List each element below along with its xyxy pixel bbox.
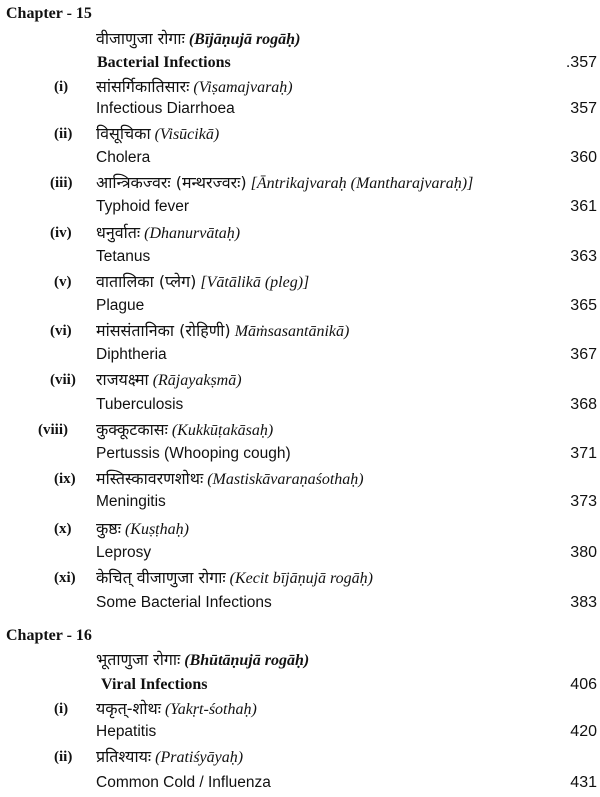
entry-number: (v) <box>54 274 72 290</box>
chapter-15-title <box>0 27 600 51</box>
entry-number: (iii) <box>50 175 73 191</box>
entry-english-row <box>0 442 600 466</box>
entry-sanskrit-row <box>0 745 600 769</box>
entry-page: 368 <box>570 396 597 413</box>
entry-page: 371 <box>570 445 597 462</box>
entry-roman: Māṁsasantānikā) <box>234 323 350 340</box>
entry-roman: (Pratiśyāyaḥ) <box>155 749 244 766</box>
entry-sanskrit-row <box>0 566 600 590</box>
entry-number: (ii) <box>54 749 73 765</box>
entry-number: (i) <box>54 79 69 95</box>
entry-english: Meningitis <box>96 493 166 510</box>
entry-devanagari: प्रतिश्यायः <box>96 747 152 766</box>
entry-english-row <box>0 541 600 565</box>
chapter-16-title-devanagari: भूताणुजा रोगाः <box>96 650 181 669</box>
entry-number: (x) <box>54 521 72 537</box>
entry-english: Infectious Diarrhoea <box>96 100 235 117</box>
section-label: Bacterial Infections <box>97 54 231 71</box>
entry-devanagari: वातालिका (प्लेग) <box>96 272 197 291</box>
entry-devanagari: आन्त्रिकज्वरः (मन्थरज्वरः) <box>96 173 247 192</box>
entry-page: 363 <box>570 248 597 265</box>
entry-roman: (Viṣamajvaraḥ) <box>193 79 293 96</box>
entry-english-row <box>0 591 600 615</box>
entry-roman: [Āntrikajvaraḥ (Mantharajvaraḥ)] <box>250 175 474 192</box>
entry-sanskrit-row <box>0 221 600 245</box>
entry-devanagari: कुक्कूटकासः <box>96 420 168 439</box>
entry-english-row <box>0 343 600 367</box>
entry-sanskrit-row <box>0 697 600 721</box>
section-page: 406 <box>570 676 597 693</box>
entry-roman: (Kecit bījāṇujā rogāḥ) <box>229 570 373 587</box>
section-page: .357 <box>565 54 597 71</box>
entry-roman: (Visūcikā) <box>154 126 220 143</box>
chapter-16-heading: Chapter - 16 <box>6 627 92 644</box>
entry-english-row <box>0 97 600 121</box>
entry-page: 420 <box>570 723 597 740</box>
entry-page: 365 <box>570 297 597 314</box>
entry-page: 380 <box>570 544 597 561</box>
entry-sanskrit-row <box>0 122 600 146</box>
entry-number: (ii) <box>54 126 73 142</box>
entry-devanagari: धनुर्वातः <box>96 223 141 242</box>
entry-english-row <box>0 294 600 318</box>
entry-page: 361 <box>570 198 597 215</box>
entry-number: (iv) <box>50 225 72 241</box>
entry-page: 367 <box>570 346 597 363</box>
entry-page: 357 <box>570 100 597 117</box>
entry-sanskrit-row <box>0 418 600 442</box>
chapter-15-section <box>0 51 600 75</box>
entry-english: Pertussis (Whooping cough) <box>96 445 291 462</box>
entry-english: Diphtheria <box>96 346 167 363</box>
entry-devanagari: विसूचिका <box>96 124 151 143</box>
chapter-15-heading: Chapter - 15 <box>6 5 92 22</box>
entry-english: Leprosy <box>96 544 152 561</box>
entry-english: Hepatitis <box>96 723 157 740</box>
entry-sanskrit-row <box>0 319 600 343</box>
entry-english-row <box>0 720 600 744</box>
entry-roman: (Kukkūṭakāsaḥ) <box>171 422 274 439</box>
entry-roman: (Yakṛt-śothaḥ) <box>164 701 257 718</box>
entry-number: (ix) <box>54 471 76 487</box>
chapter-16-title <box>0 648 600 672</box>
chapter-15-title-devanagari: वीजाणुजा रोगाः <box>96 29 185 48</box>
entry-roman: (Kuṣṭhaḥ) <box>124 521 189 538</box>
entry-roman: (Rājayakṣmā) <box>152 372 242 389</box>
entry-devanagari: कुष्ठः <box>96 519 121 538</box>
entry-devanagari: सांसर्गिकातिसारः <box>96 77 190 96</box>
entry-number: (vii) <box>50 372 76 388</box>
entry-page: 360 <box>570 149 597 166</box>
entry-english-row <box>0 393 600 417</box>
entry-sanskrit-row <box>0 75 600 99</box>
entry-devanagari: केचित् वीजाणुजा रोगाः <box>96 568 226 587</box>
entry-english: Tuberculosis <box>96 396 184 413</box>
entry-devanagari: राजयक्ष्मा <box>96 370 149 389</box>
chapter-16-section <box>0 673 600 697</box>
entry-sanskrit-row <box>0 270 600 294</box>
entry-number: (viii) <box>38 422 68 438</box>
entry-devanagari: मांससंतानिका (रोहिणी) <box>96 321 231 340</box>
entry-page: 431 <box>570 774 597 791</box>
entry-english-row <box>0 146 600 170</box>
entry-english-row <box>0 771 600 795</box>
entry-page: 373 <box>570 493 597 510</box>
chapter-16-title-roman: (Bhūtāṇujā rogāḥ) <box>184 652 310 669</box>
entry-devanagari: मस्तिस्कावरणशोथः <box>96 469 204 488</box>
entry-sanskrit-row <box>0 467 600 491</box>
entry-english: Cholera <box>96 149 151 166</box>
entry-devanagari: यकृत्-शोथः <box>96 699 161 718</box>
section-label: Viral Infections <box>101 676 208 693</box>
entry-english: Some Bacterial Infections <box>96 594 272 611</box>
entry-english: Plague <box>96 297 145 314</box>
entry-page: 383 <box>570 594 597 611</box>
entry-sanskrit-row <box>0 171 600 195</box>
entry-english: Tetanus <box>96 248 151 265</box>
entry-sanskrit-row <box>0 517 600 541</box>
entry-number: (vi) <box>50 323 72 339</box>
entry-number: (xi) <box>54 570 76 586</box>
entry-roman: [Vātālikā (pleg)] <box>200 274 310 291</box>
entry-english: Typhoid fever <box>96 198 190 215</box>
chapter-15-title-roman: (Bījāṇujā rogāḥ) <box>188 31 301 48</box>
entry-english-row <box>0 490 600 514</box>
entry-roman: (Dhanurvātaḥ) <box>144 225 241 242</box>
entry-sanskrit-row <box>0 368 600 392</box>
entry-english: Common Cold / Influenza <box>96 774 271 791</box>
entry-english-row <box>0 245 600 269</box>
entry-number: (i) <box>54 701 69 717</box>
entry-english-row <box>0 195 600 219</box>
entry-roman: (Mastiskāvaraṇaśothaḥ) <box>207 471 364 488</box>
